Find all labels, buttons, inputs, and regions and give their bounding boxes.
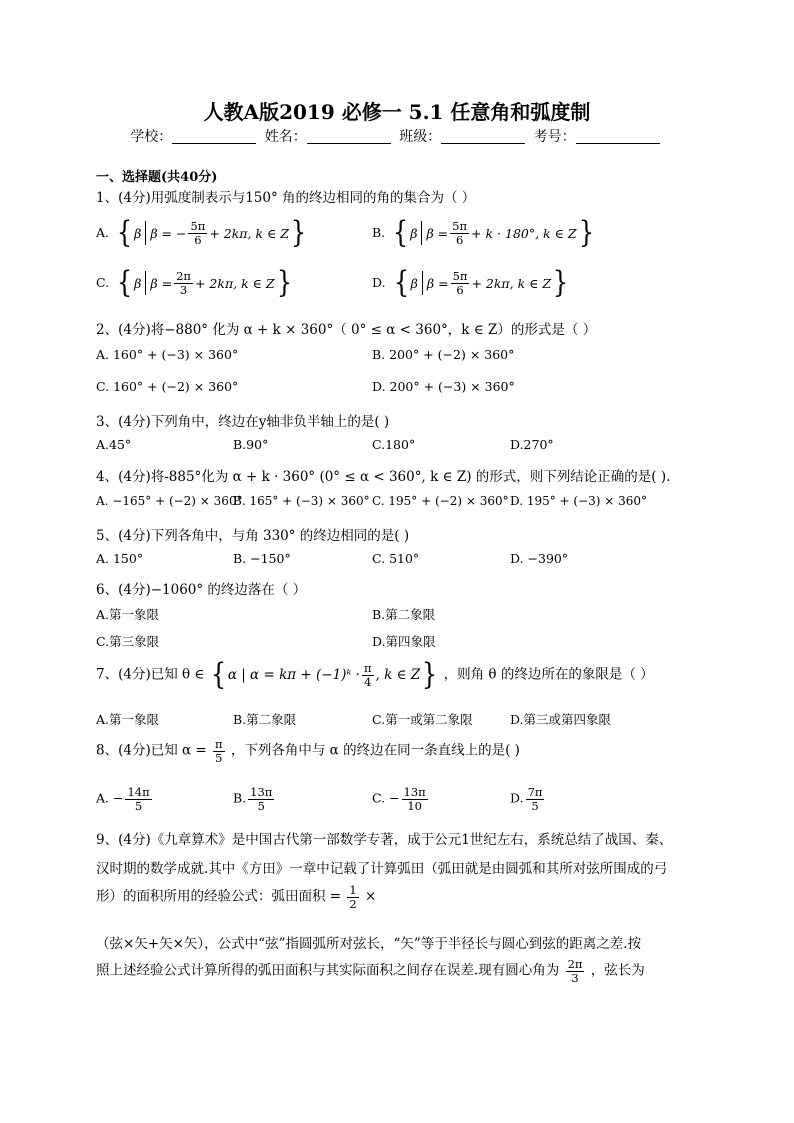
class-blank[interactable] <box>441 129 525 144</box>
question-7-option-a[interactable]: A.第一象限 <box>96 712 160 727</box>
option-label: B. <box>372 224 386 240</box>
question-8-option-b[interactable]: B. $\frac{13\pi}{5}$ <box>233 785 273 813</box>
question-1-option-b[interactable] <box>372 215 596 250</box>
question-8-stem: 8、(4分)已知 α = $\frac{\pi}{5}$ ，下列各角中与 α 的终边在同一条直线上的是( ) <box>96 737 520 765</box>
section-heading: 一、选择题(共40分) <box>96 170 218 185</box>
question-9-line-3: 形）的面积所用的经验公式：弧田面积 = $\frac{1}{2}$ × <box>96 883 377 911</box>
school-label: 学校： <box>130 129 173 145</box>
question-1-option-a[interactable] <box>96 215 308 250</box>
question-7-option-c[interactable]: C.第一或第二象限 <box>372 712 473 727</box>
question-2-option-c[interactable]: C. 160° + (−2) × 360° <box>96 379 239 394</box>
option-label: D. <box>372 274 386 290</box>
option-label: C. <box>96 274 110 290</box>
number-label: 考号： <box>533 129 576 145</box>
question-8-option-a[interactable]: A. − $\frac{14\pi}{5}$ <box>96 785 150 813</box>
question-3-option-c[interactable]: C.180° <box>372 437 416 452</box>
question-6-option-a[interactable]: A.第一象限 <box>96 607 160 622</box>
question-8-option-c[interactable]: C. − $\frac{13\pi}{10}$ <box>372 785 426 813</box>
set-expression: { β β = $\frac{5\pi}{6}$ + k · 180°, k ∈ Z } <box>393 215 594 250</box>
question-1-option-d[interactable] <box>372 265 570 300</box>
question-4-option-d[interactable]: D. 195° + (−3) × 360° <box>510 494 648 508</box>
question-7-option-b[interactable]: B.第二象限 <box>233 712 297 727</box>
set-expression: { α | α = kπ + (−1)ᵏ · $\frac{\pi}{4}$ , k ∈ Z } <box>210 657 438 692</box>
question-7-stem: 7、(4分)已知 θ ∈ { α | α = kπ + (−1)ᵏ · $\frac{\pi}{4}$ , k ∈ Z } ，则角 θ 的终边所在的象限是（ ） <box>96 657 654 692</box>
question-7-option-d[interactable]: D.第三或第四象限 <box>510 712 612 727</box>
question-9-line-1: 9、(4分)《九章算术》是中国古代第一部数学专著，成于公元1世纪左右，系统总结了战国、秦、 <box>96 832 673 848</box>
question-4-stem: 4、(4分)将-885°化为 α + k · 360° (0° ≤ α < 360°, k ∈ Z) 的形式，则下列结论正确的是( ). <box>96 469 671 485</box>
question-6-option-d[interactable]: D.第四象限 <box>372 634 436 649</box>
number-blank[interactable] <box>576 129 660 144</box>
question-1-option-c[interactable] <box>96 265 294 300</box>
question-3-option-a[interactable]: A.45° <box>96 437 132 452</box>
question-4-option-a[interactable]: A. −165° + (−2) × 360° <box>96 494 243 508</box>
question-9-line-4: （弦×矢+矢×矢），公式中“弦”指圆弧所对弦长，“矢”等于半径长与圆心到弦的距离之差.按 <box>96 936 642 952</box>
question-1-stem: 1、(4分)用弧度制表示与150° 角的终边相同的角的集合为（ ） <box>96 190 476 206</box>
question-5-option-d[interactable]: D. −390° <box>510 551 569 566</box>
question-8-option-d[interactable]: D. $\frac{7\pi}{5}$ <box>510 785 543 813</box>
question-3-stem: 3、(4分)下列角中，终边在y轴非负半轴上的是( ) <box>96 414 390 430</box>
set-expression: { β β = $\frac{2\pi}{3}$ + 2kπ, k ∈ Z } <box>116 265 292 300</box>
name-label: 姓名： <box>264 129 307 145</box>
question-5-option-a[interactable]: A. 150° <box>96 551 144 566</box>
question-5-option-b[interactable]: B. −150° <box>233 551 291 566</box>
set-expression: { β β = $\frac{5\pi}{6}$ + 2kπ, k ∈ Z } <box>393 265 569 300</box>
question-6-stem: 6、(4分)−1060° 的终边落在（ ） <box>96 582 307 598</box>
question-6-option-b[interactable]: B.第二象限 <box>372 607 436 622</box>
question-4-option-b[interactable]: B. 165° + (−3) × 360° <box>233 494 370 508</box>
question-9-line-5: 照上述经验公式计算所得的弧田面积与其实际面积之间存在误差.现有圆心角为 $\frac{2\pi}{3}$ ，弦长为 <box>96 957 645 985</box>
question-2-option-a[interactable]: A. 160° + (−3) × 360° <box>96 347 239 362</box>
name-blank[interactable] <box>307 129 391 144</box>
question-5-stem: 5、(4分)下列各角中，与角 330° 的终边相同的是( ) <box>96 528 410 544</box>
option-label: A. <box>96 224 110 240</box>
question-2-stem: 2、(4分)将−880° 化为 α + k × 360°（ 0° ≤ α < 360°，k ∈ Z）的形式是（ ） <box>96 322 597 338</box>
question-3-option-d[interactable]: D.270° <box>510 437 554 452</box>
set-expression: { β β = − $\frac{5\pi}{6}$ + 2kπ, k ∈ Z } <box>116 215 307 250</box>
question-2-option-d[interactable]: D. 200° + (−3) × 360° <box>372 379 515 394</box>
page-title: 人教A版2019 必修一 5.1 任意角和弧度制 <box>203 100 591 124</box>
class-label: 班级： <box>399 129 442 145</box>
question-2-option-b[interactable]: B. 200° + (−2) × 360° <box>372 347 515 362</box>
question-6-option-c[interactable]: C.第三象限 <box>96 634 160 649</box>
question-9-line-2: 汉时期的数学成就.其中《方田》一章中记载了计算弧田（弧田就是由圆弧和其所对弦所围成的弓 <box>96 861 668 877</box>
student-info-row <box>0 126 794 146</box>
school-blank[interactable] <box>172 129 256 144</box>
question-4-option-c[interactable]: C. 195° + (−2) × 360° <box>372 494 509 508</box>
question-5-option-c[interactable]: C. 510° <box>372 551 420 566</box>
question-3-option-b[interactable]: B.90° <box>233 437 269 452</box>
